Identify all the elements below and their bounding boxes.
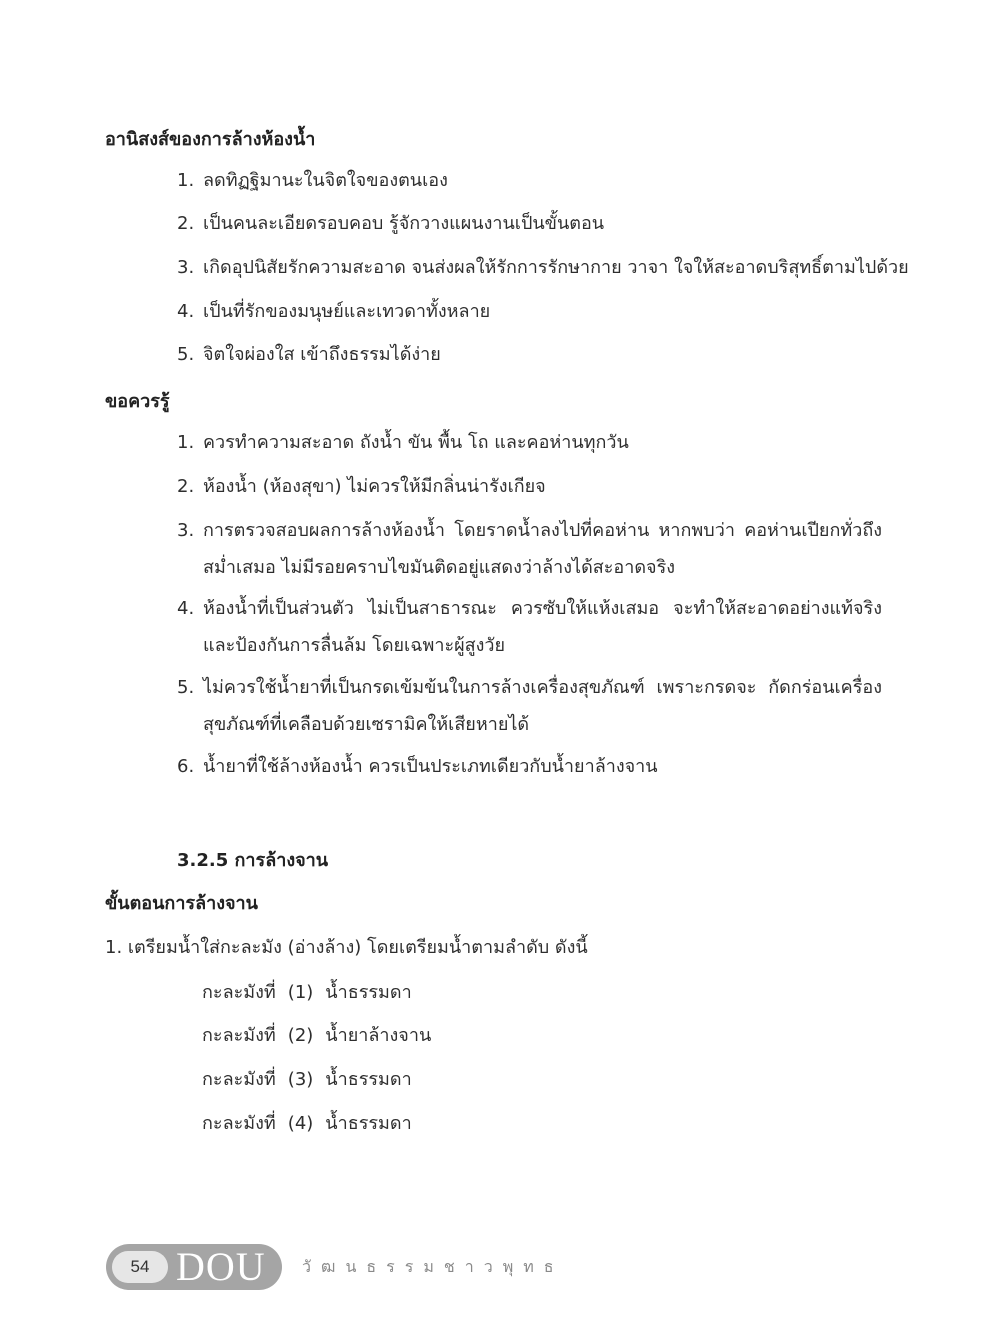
list-item-number: 3.: [177, 520, 195, 541]
list-item-number: 4.: [177, 598, 195, 619]
list-item: [177, 424, 882, 461]
list-item-text: จิตใจผ่องใส เข้าถึงธรรมได้ง่าย: [203, 344, 441, 365]
list-item-number: 1.: [177, 432, 195, 453]
list-item: [177, 293, 882, 330]
list-item-text: เป็นที่รักของมนุษย์และเทวดาทั้งหลาย: [203, 301, 491, 322]
list-item-text: น้ำยาที่ใช้ล้างห้องน้ำ ควรเป็นประเภทเดียวกับน้ำยาล้างจาน: [203, 756, 658, 777]
basin-content: น้ำธรรมดา: [325, 1069, 412, 1090]
basin-label: กะละมังที่: [202, 1069, 276, 1090]
list-item-number: 5.: [177, 677, 195, 698]
list-item-text: ลดทิฏฐิมานะในจิตใจของตนเอง: [203, 170, 448, 191]
page-footer: [106, 1244, 564, 1290]
list-item-text: เป็นคนละเอียดรอบคอบ รู้จักวางแผนงานเป็นขั้นตอน: [203, 213, 605, 234]
basin-row: [202, 1108, 424, 1137]
benefits-heading: อานิสงส์ของการล้างห้องน้ำ: [105, 129, 316, 150]
knowledge-heading: ขอควรรู้: [105, 391, 170, 412]
list-item-number: 2.: [177, 476, 195, 497]
list-item-number: 1.: [177, 170, 195, 191]
basin-content: น้ำยาล้างจาน: [325, 1025, 432, 1046]
basin-number: (2): [287, 1025, 314, 1046]
basin-number: (1): [287, 982, 314, 1003]
list-item: [177, 249, 909, 286]
page-badge: [106, 1244, 282, 1290]
basin-row: [202, 1020, 443, 1049]
list-item: [177, 205, 882, 242]
basin-row: [202, 1064, 424, 1093]
list-item: [177, 336, 882, 373]
basin-content: น้ำธรรมดา: [325, 1113, 412, 1134]
list-item: [177, 590, 882, 664]
step-item: 1. เตรียมน้ำใส่กะละมัง (อ่างล้าง) โดยเตรียมน้ำตามลำดับ ดังนี้: [105, 937, 588, 958]
list-item-number: 2.: [177, 213, 195, 234]
list-item-text: การตรวจสอบผลการล้างห้องน้ำ โดยราดน้ำลงไปที่คอห่าน หากพบว่า คอห่านเปียกทั่วถึงสม่ำเสมอ ไม่มีรอยคราบไขมันติดอยู่แสดงว่าล้างได้สะอาดจริง: [203, 520, 882, 578]
list-item: [177, 669, 882, 743]
book-title: วัฒนธรรมชาวพุทธ: [302, 1256, 564, 1276]
basin-label: กะละมังที่: [202, 1025, 276, 1046]
section-title: 3.2.5 การล้างจาน: [177, 850, 329, 871]
list-item: [177, 162, 882, 199]
basin-number: (4): [287, 1113, 314, 1134]
list-item-text: ห้องน้ำ (ห้องสุขา) ไม่ควรให้มีกลิ่นน่ารังเกียจ: [203, 476, 546, 497]
list-item: [177, 748, 882, 785]
basin-number: (3): [287, 1069, 314, 1090]
list-item-text: ไม่ควรใช้น้ำยาที่เป็นกรดเข้มข้นในการล้างเครื่องสุขภัณฑ์ เพราะกรดจะ กัดกร่อนเครื่องสุขภัณฑ์ที่เคลือบด้วยเซรามิคให้เสียหายได้: [203, 677, 882, 735]
list-item-number: 4.: [177, 301, 195, 322]
list-item-number: 5.: [177, 344, 195, 365]
basin-label: กะละมังที่: [202, 982, 276, 1003]
basin-content: น้ำธรรมดา: [325, 982, 412, 1003]
list-item-text: เกิดอุปนิสัยรักความสะอาด จนส่งผลให้รักการรักษากาย วาจา ใจให้สะอาดบริสุทธิ์ตามไปด้วย: [203, 257, 909, 278]
list-item: [177, 468, 882, 505]
procedure-heading: ขั้นตอนการล้างจาน: [105, 893, 258, 914]
list-item-number: 6.: [177, 756, 195, 777]
list-item-number: 3.: [177, 257, 195, 278]
list-item: [177, 512, 882, 586]
basin-label: กะละมังที่: [202, 1113, 276, 1134]
list-item-text: ควรทำความสะอาด ถังน้ำ ขัน พื้น โถ และคอห่านทุกวัน: [203, 432, 629, 453]
page-number: 54: [112, 1251, 168, 1283]
dou-logo: DOU: [176, 1244, 266, 1289]
list-item-text: ห้องน้ำที่เป็นส่วนตัว ไม่เป็นสาธารณะ ควรซับให้แห้งเสมอ จะทำให้สะอาดอย่างแท้จริง และป้องกันการลื่นล้ม โดยเฉพาะผู้สูงวัย: [203, 598, 882, 656]
basin-row: [202, 977, 424, 1006]
